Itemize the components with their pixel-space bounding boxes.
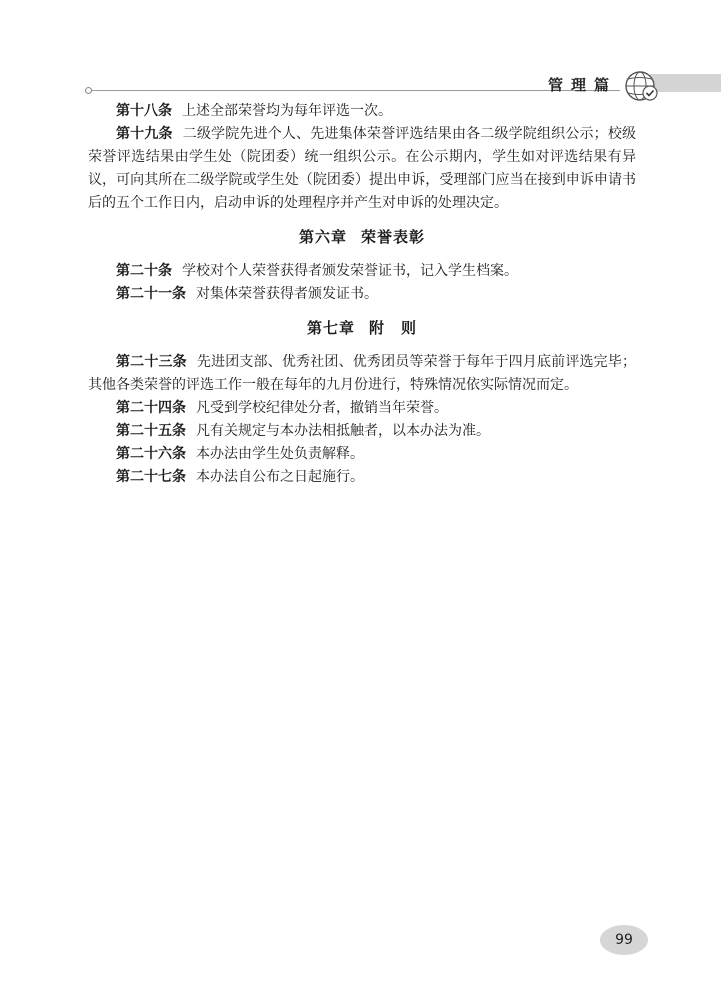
article-paragraph [88,260,636,283]
article-paragraph [88,443,636,466]
article-text: 对集体荣誉获得者颁发证书。 [196,286,378,302]
article-number: 第二十六条 [116,446,186,462]
article-text: 本办法由学生处负责解释。 [196,446,364,462]
page-number-text: 99 [615,932,633,948]
article-paragraph [88,420,636,443]
chapter-heading [88,226,636,249]
chapter-number: 第七章 [306,319,355,337]
article-paragraph [88,397,636,420]
article-text: 凡受到学校纪律处分者，撤销当年荣誉。 [196,400,448,416]
article-number: 第十九条 [116,126,173,142]
article-text: 上述全部荣誉均为每年评选一次。 [182,103,392,119]
header-rule [88,90,620,91]
article-text: 凡有关规定与本办法相抵触者，以本办法为准。 [196,423,490,439]
article-paragraph [88,283,636,306]
article-number: 第二十三条 [116,354,187,370]
article-number: 第十八条 [116,103,172,119]
article-text: 二级学院先进个人、先进集体荣誉评选结果由各二级学院组织公示；校级荣誉评选结果由学生处（院团委）统一组织公示。在公示期内，学生如对评选结果有异议，可向其所在二级学院或学生处（院团委）提出申诉，受理部门应当在接到申诉申请书后的五个工作日内，启动申诉的处理程序并产生对申诉的处理决定。 [88,126,636,211]
running-header-title: 管理篇 [548,76,618,94]
article-paragraph [88,100,636,123]
page-number [600,925,648,955]
chapter-number: 第六章 [298,228,347,246]
chapter-title: 荣誉表彰 [361,228,426,246]
article-paragraph [88,123,636,215]
article-paragraph [88,466,636,489]
article-number: 第二十一条 [116,286,186,302]
article-paragraph [88,351,636,397]
article-text: 先进团支部、优秀社团、优秀团员等荣誉于每年于四月底前评选完毕；其他各类荣誉的评选工作一般在每年的九月份进行，特殊情况依实际情况而定。 [88,354,637,393]
header-rule-dot [85,87,92,94]
article-text: 本办法自公布之日起施行。 [196,469,364,485]
article-number: 第二十七条 [116,469,186,485]
chapter-heading [88,317,636,340]
article-number: 第二十四条 [116,400,186,416]
document-body [88,100,636,489]
article-text: 学校对个人荣誉获得者颁发荣誉证书，记入学生档案。 [182,263,518,279]
article-number: 第二十五条 [116,423,186,439]
chapter-title: 附 则 [369,319,418,337]
article-number: 第二十条 [116,263,172,279]
